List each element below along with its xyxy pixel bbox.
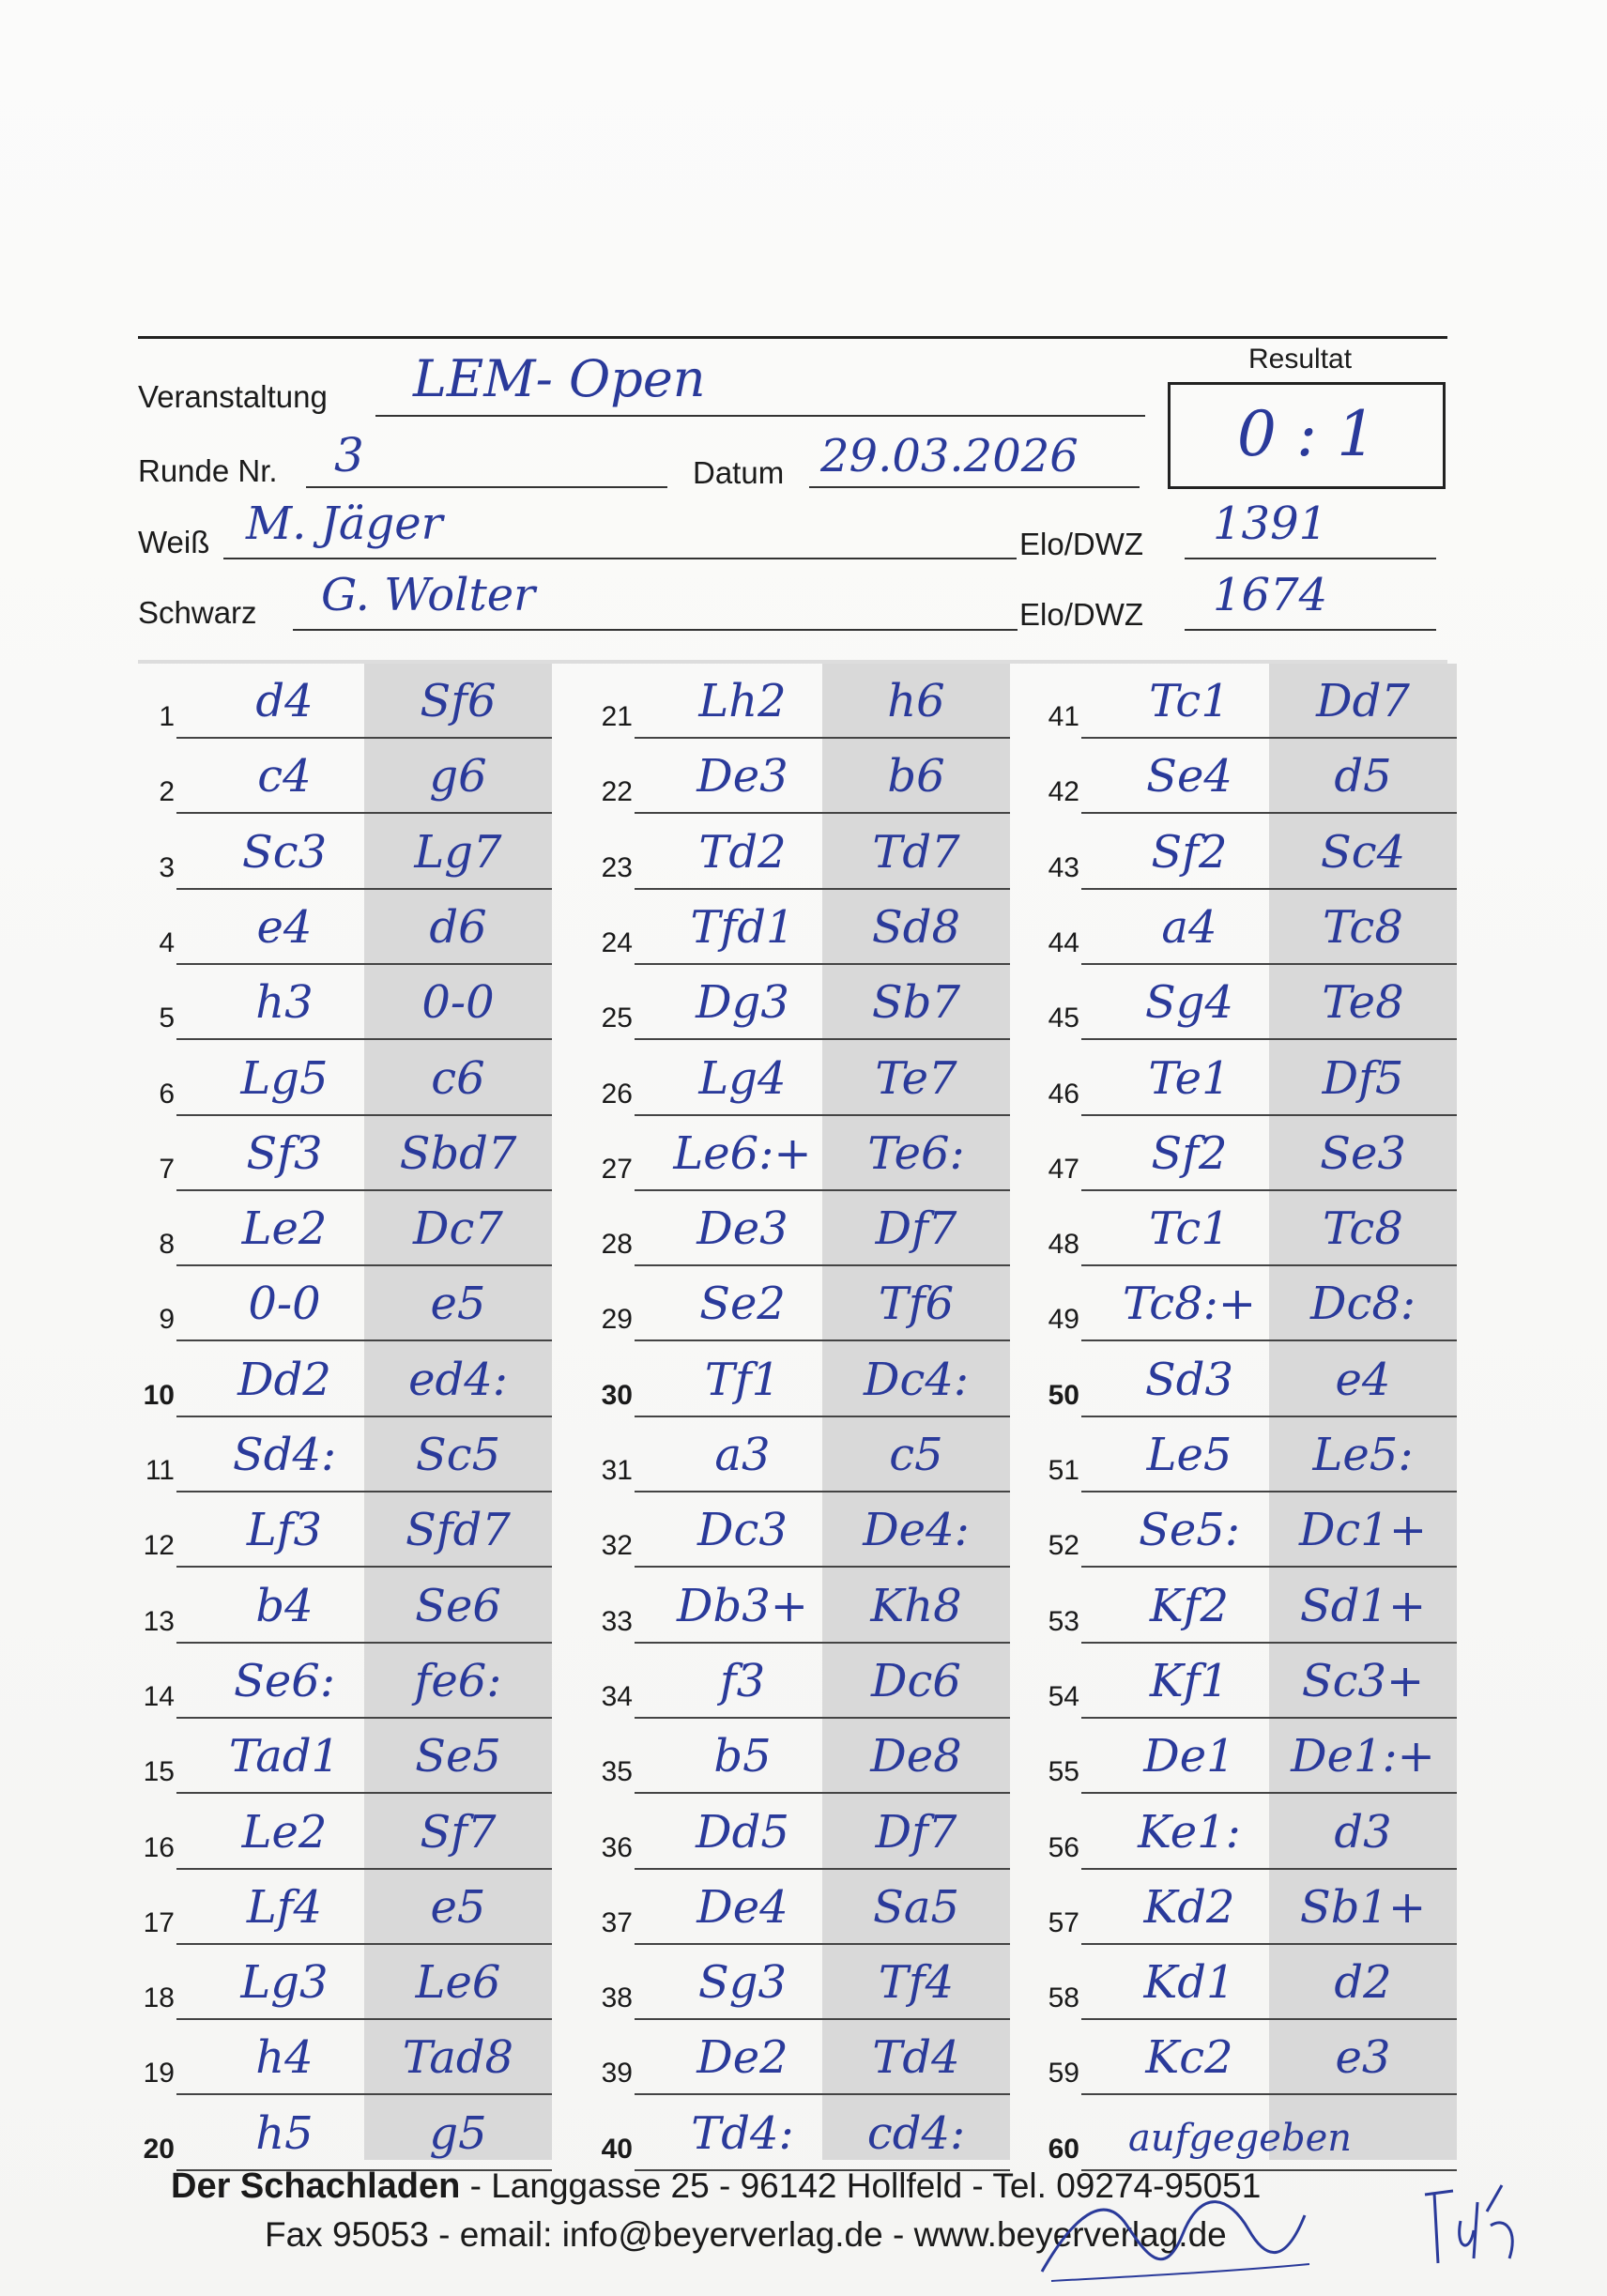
move-number: 4 [159,926,175,958]
black-move: Te8 [1322,976,1404,1030]
white-move: Kd2 [1143,1880,1235,1934]
move-row [601,1870,1010,1945]
move-row [1048,815,1457,890]
move-number: 58 [1048,1982,1079,2014]
move-row [1048,1191,1457,1266]
black-rating-underline [1185,629,1436,631]
black-move: d2 [1334,1956,1392,2010]
black-move: Sb7 [871,976,961,1030]
move-row [601,1569,1010,1644]
black-move: Dc1+ [1298,1504,1428,1557]
move-row [159,890,552,965]
black-move: De1:+ [1291,1730,1435,1783]
move-row [159,965,552,1040]
black-move: Dc8: [1309,1278,1416,1331]
move-number: 51 [1048,1455,1079,1486]
publisher-name: Der Schachladen [171,2166,461,2206]
white-underline [223,558,1017,559]
move-row [1048,1569,1457,1644]
move-row [601,1492,1010,1568]
black-move: Sd8 [871,900,961,954]
white-move: Le2 [241,1805,328,1859]
move-row [1048,1795,1457,1870]
black-move: g5 [429,2106,487,2160]
move-number: 52 [1048,1530,1079,1562]
result-box [1168,382,1446,489]
publisher-address: - Langgasse 25 - 96142 Hollfeld - Tel. 09274-95051 [460,2166,1262,2205]
black-move: Dd7 [1316,675,1410,727]
move-number: 6 [159,1078,175,1110]
white-move: Dd2 [237,1353,331,1406]
move-number: 34 [601,1680,633,1712]
move-number: 55 [1048,1756,1079,1788]
move-row [601,1266,1010,1341]
white-move: Tc8:+ [1122,1278,1257,1331]
white-move: Dg3 [696,976,789,1030]
move-number: 56 [1048,1831,1079,1863]
move-number: 59 [1048,2058,1079,2089]
move-number: 43 [1048,851,1079,883]
move-number: 30 [601,1379,633,1411]
move-row [1048,890,1457,965]
signature-white [1416,2174,1547,2277]
black-move: Te6: [867,1126,965,1180]
white-rating-underline [1185,558,1436,559]
event-label: Veranstaltung [138,379,328,414]
move-row [1048,1945,1457,2020]
move-row [159,1041,552,1116]
move-number: 17 [143,1906,175,1938]
move-number: 21 [601,701,633,732]
black-move: Sf6 [420,675,497,727]
move-number: 50 [1048,1379,1079,1411]
move-row [601,1644,1010,1719]
black-move: fe6: [414,1654,502,1707]
white-move: e4 [256,900,313,954]
white-move: Lh2 [698,675,787,727]
black-move: Sfd7 [406,1504,511,1557]
move-number: 11 [145,1455,175,1486]
white-move: Tc1 [1149,675,1230,727]
white-move: Se4 [1146,750,1232,804]
move-number: 40 [601,2133,633,2165]
black-move: De4: [863,1504,970,1557]
white-move: c4 [257,750,312,804]
move-number: 29 [601,1304,633,1336]
move-number: 28 [601,1229,633,1261]
date-label: Datum [693,455,785,490]
black-move: Sd1+ [1299,1579,1427,1632]
black-move: Tc8 [1323,1202,1403,1256]
move-row [143,1492,552,1568]
move-row [1048,1492,1457,1568]
move-number: 27 [601,1153,633,1185]
move-number: 39 [601,2058,633,2089]
move-number: 47 [1048,1153,1079,1185]
black-move: Tc8 [1323,900,1403,954]
move-row [601,1342,1010,1417]
move-number: 12 [143,1530,175,1562]
white-move: Tf1 [704,1353,781,1406]
move-row [143,1795,552,1870]
black-move: Se5 [415,1730,501,1783]
move-row [145,1417,552,1492]
moves-column-3 [1048,664,1457,2165]
white-move: Lg3 [240,1956,329,2010]
black-move: Df7 [875,1805,957,1859]
black-move: Tf4 [878,1956,955,2010]
white-value: M. Jäger [246,497,443,550]
black-move: Td4 [872,2031,960,2085]
black-move: d3 [1334,1805,1392,1859]
date-underline [809,486,1140,488]
move-number: 19 [143,2058,175,2089]
move-number: 22 [601,776,633,808]
black-move: Tad8 [402,2031,514,2085]
move-row [159,739,552,814]
black-move: Dc6 [871,1654,961,1707]
white-move: h3 [255,976,314,1030]
move-row [143,2020,552,2095]
white-move: a4 [1161,900,1217,954]
move-number: 37 [601,1906,633,1938]
black-move: Df5 [1322,1051,1404,1105]
move-number: 13 [143,1605,175,1637]
move-number: 3 [159,851,175,883]
black-rating-label: Elo/DWZ [1019,597,1143,632]
move-number: 48 [1048,1229,1079,1261]
white-label: Weiß [138,525,210,559]
move-row [143,1945,552,2020]
date-value: 29.03.2026 [820,430,1079,482]
black-move: Sa5 [872,1880,960,1934]
white-move: De3 [696,750,788,804]
move-row [159,1266,552,1341]
black-underline [293,629,1018,631]
white-move: Sd4: [232,1429,337,1481]
move-row [601,2020,1010,2095]
move-row [1048,1342,1457,1417]
black-move: Sc3+ [1301,1654,1425,1707]
move-number: 14 [143,1680,175,1712]
move-number: 18 [143,1982,175,2014]
white-rating-value: 1391 [1213,497,1328,550]
black-move: Sc4 [1320,825,1406,879]
move-row [159,664,552,739]
black-move: De8 [870,1730,962,1783]
move-row [1048,1417,1457,1492]
white-move: aufgegeben [1128,2116,1353,2160]
move-row [601,1719,1010,1794]
move-row [1048,1116,1457,1191]
move-number: 5 [159,1003,175,1034]
event-underline [375,415,1145,417]
black-move: Sf7 [420,1805,497,1859]
move-row [1048,2096,1457,2171]
black-move: e3 [1335,2031,1391,2085]
black-move: 0-0 [421,976,495,1030]
white-move: Se6: [234,1654,335,1707]
black-move: Df7 [875,1202,957,1256]
black-move: e5 [430,1880,486,1934]
white-move: Sd3 [1144,1353,1234,1406]
move-row [601,2096,1010,2171]
white-rating-label: Elo/DWZ [1019,527,1143,561]
white-move: b4 [255,1579,314,1632]
white-move: Sf2 [1151,825,1228,879]
white-move: Sg4 [1144,976,1234,1030]
publisher-line-2: Fax 95053 - email: info@beyerverlag.de - www.beyerverlag.de [265,2215,1227,2254]
move-row [601,1795,1010,1870]
result-value: 0 : 1 [1236,398,1377,470]
move-row [601,1041,1010,1116]
black-move: Lg7 [414,825,502,879]
move-row [601,1191,1010,1266]
move-row [601,664,1010,739]
move-row [601,1116,1010,1191]
move-row [601,815,1010,890]
white-move: d4 [255,675,314,727]
move-number: 23 [601,851,633,883]
move-number: 33 [601,1605,633,1637]
white-move: b5 [713,1730,772,1783]
white-move: Se2 [699,1278,786,1331]
move-number: 10 [143,1379,175,1411]
white-move: De4 [696,1880,788,1934]
white-move: Lg5 [240,1051,329,1105]
move-number: 7 [159,1153,175,1185]
move-row [159,1191,552,1266]
black-move: Sc5 [415,1429,501,1481]
black-label: Schwarz [138,595,257,630]
white-move: f3 [719,1654,766,1707]
move-number: 42 [1048,776,1079,808]
black-move: Dc4: [863,1353,970,1406]
move-row [601,1945,1010,2020]
move-number: 45 [1048,1003,1079,1034]
white-move: Td4: [691,2106,794,2160]
move-number: 46 [1048,1078,1079,1110]
move-number: 36 [601,1831,633,1863]
move-number: 20 [143,2133,175,2165]
round-label: Runde Nr. [138,453,278,488]
top-rule [138,336,1447,339]
round-underline [306,486,667,488]
white-move: Tc1 [1149,1202,1230,1256]
black-move: Td7 [872,825,960,879]
white-move: Se5: [1139,1504,1240,1557]
white-move: Dc3 [697,1504,788,1557]
white-move: Db3+ [677,1579,808,1632]
white-move: Le6:+ [673,1126,812,1180]
move-row [159,815,552,890]
white-move: De1 [1143,1730,1235,1783]
event-value: LEM- Open [413,349,706,408]
black-move: d6 [429,900,487,954]
move-number: 53 [1048,1605,1079,1637]
move-row [143,1870,552,1945]
move-number: 38 [601,1982,633,2014]
move-row [1048,1870,1457,1945]
move-number: 32 [601,1530,633,1562]
black-move: c5 [889,1429,943,1481]
move-number: 24 [601,926,633,958]
move-row [1048,1644,1457,1719]
move-row [601,890,1010,965]
white-move: Kf2 [1149,1579,1230,1632]
move-number: 25 [601,1003,633,1034]
move-row [1048,965,1457,1040]
black-move: Se6 [415,1579,501,1632]
black-move: Le5: [1312,1429,1414,1481]
white-move: Lf3 [246,1504,323,1557]
white-move: h4 [255,2031,314,2085]
white-move: Le5 [1146,1429,1232,1481]
move-row [1048,664,1457,739]
black-move: ed4: [408,1353,508,1406]
round-value: 3 [334,428,364,482]
move-number: 54 [1048,1680,1079,1712]
black-move: Sb1+ [1299,1880,1427,1934]
move-row [159,1116,552,1191]
black-move: e5 [430,1278,486,1331]
move-number: 1 [159,701,175,732]
black-move: Le6 [415,1956,501,2010]
white-move: Kd1 [1143,1956,1235,2010]
move-row [1048,2020,1457,2095]
move-number: 41 [1048,701,1079,732]
move-number: 16 [143,1831,175,1863]
black-move: Sbd7 [399,1126,517,1180]
white-move: Sf3 [246,1126,323,1180]
moves-column-1 [143,664,552,2165]
white-move: De3 [696,1202,788,1256]
move-row [143,1644,552,1719]
white-move: Sf2 [1151,1126,1228,1180]
move-number: 26 [601,1078,633,1110]
white-move: Le2 [241,1202,328,1256]
move-row [601,739,1010,814]
black-move: g6 [429,750,487,804]
move-row [143,1569,552,1644]
black-move: Se3 [1320,1126,1406,1180]
move-row [1048,1719,1457,1794]
move-number: 60 [1048,2133,1079,2165]
black-rating-value: 1674 [1213,569,1328,621]
white-move: Lf4 [246,1880,323,1934]
white-move: Dd5 [696,1805,789,1859]
black-move: Kh8 [870,1579,962,1632]
black-move: c6 [431,1051,485,1105]
white-move: a3 [714,1429,771,1481]
moves-column-2 [601,664,1010,2165]
move-number: 49 [1048,1304,1079,1336]
move-row [143,2096,552,2171]
white-move: Sc3 [241,825,328,879]
white-move: Lg4 [698,1051,787,1105]
move-number: 35 [601,1756,633,1788]
move-number: 15 [143,1756,175,1788]
white-move: De2 [696,2031,788,2085]
move-number: 2 [159,776,175,808]
result-label: Resultat [1248,344,1353,375]
move-row [1048,1266,1457,1341]
white-move: Kf1 [1149,1654,1230,1707]
move-row [143,1719,552,1794]
white-move: Te1 [1148,1051,1231,1105]
move-number: 44 [1048,926,1079,958]
black-move: e4 [1335,1353,1391,1406]
black-move: h6 [887,675,945,727]
white-move: Tfd1 [690,900,795,954]
black-value: G. Wolter [321,569,536,621]
move-number: 8 [159,1229,175,1261]
black-move: Tf6 [878,1278,955,1331]
white-move: Kc2 [1145,2031,1233,2085]
move-row [1048,1041,1457,1116]
black-move: Dc7 [413,1202,503,1256]
move-number: 31 [601,1455,633,1486]
white-move: Tad1 [228,1730,341,1783]
black-move: b6 [887,750,945,804]
move-row [601,1417,1010,1492]
black-move: cd4: [866,2106,966,2160]
white-move: h5 [255,2106,314,2160]
move-row [143,1342,552,1417]
move-number: 57 [1048,1906,1079,1938]
move-row [1048,739,1457,814]
move-row [601,965,1010,1040]
white-move: Td2 [698,825,787,879]
black-move: Te7 [875,1051,957,1105]
white-move: Sg3 [697,1956,788,2010]
signature-black [1023,2187,1324,2290]
white-move: 0-0 [248,1278,321,1331]
black-move: d5 [1334,750,1392,804]
move-number: 9 [159,1304,175,1336]
white-move: Ke1: [1138,1805,1241,1859]
